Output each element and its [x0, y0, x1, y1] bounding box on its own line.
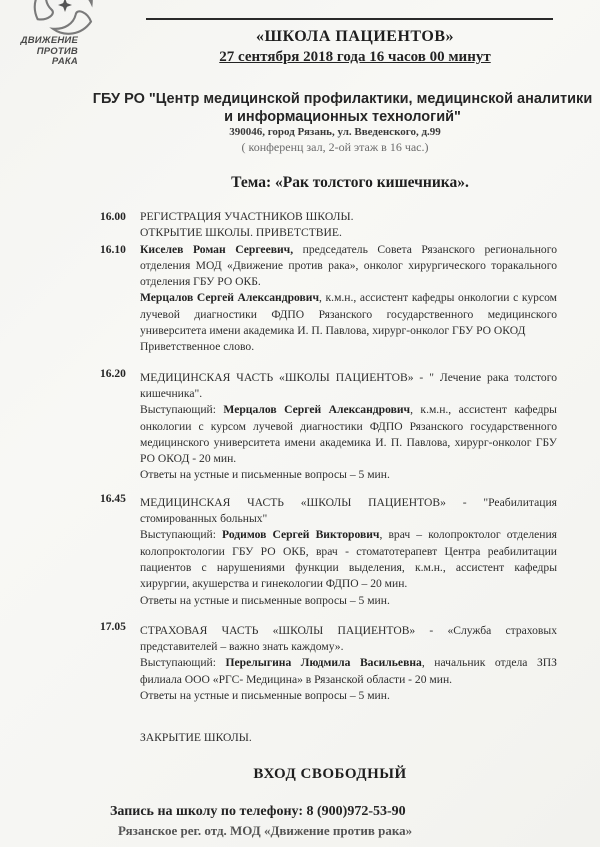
schedule-paragraph [140, 209, 557, 225]
schedule-paragraph [140, 623, 557, 656]
schedule-text: Ответы на устные и письменные вопросы – 5 мин. [140, 593, 390, 607]
schedule-time: 16.20 [100, 367, 126, 380]
venue-note: ( конференц зал, 2-ой этаж в 16 час.) [241, 140, 429, 154]
schedule-paragraph [140, 467, 557, 483]
schedule-text: МЕДИЦИНСКАЯ ЧАСТЬ «ШКОЛЫ ПАЦИЕНТОВ» - " Лечение рака толстого кишечника". [140, 370, 557, 400]
schedule-time: 17.05 [100, 620, 126, 633]
schedule-paragraph [140, 225, 557, 241]
schedule-item [100, 242, 557, 356]
schedule-text: , врач – колопроктолог отделения колопроктологии ГБУ РО ОКБ, врач - стоматотерапевт Центра реабилитации пациентов с нарушениями функции выделения, к.м.н., ассистент кафедры хирургии, акушерства и гинекологии ФДПО – 20 мин. [140, 528, 557, 591]
schedule-paragraph [140, 370, 557, 403]
schedule-text: Выступающий: [140, 403, 224, 417]
schedule-text: ЗАКРЫТИЕ ШКОЛЫ. [140, 731, 252, 745]
schedule-item [100, 209, 557, 242]
schedule-text: председатель Совета Рязанского регионального отделения МОД «Движение против рака», онколог хирургического торакального отделения ГБУ РО ОКБ. [140, 242, 557, 289]
logo-text-line1: ДВИЖЕНИЕ [20, 35, 78, 46]
schedule-text: , к.м.н., ассистент кафедры онкологии с курсом лучевой диагностики ФДПО Рязанского государственного медицинского университета имени академика И. П. Павлова, хирург-онколог ГБУ РО ОКОД [140, 291, 557, 338]
schedule-item-body [140, 623, 557, 704]
schedule-paragraph [140, 730, 557, 746]
schedule-text: Приветственное слово. [140, 340, 255, 354]
schedule-paragraph [140, 495, 557, 528]
schedule-item-body [140, 495, 557, 609]
schedule-paragraph [140, 242, 557, 291]
schedule-item-body [140, 209, 557, 242]
movement-against-cancer-logo-icon [30, 0, 100, 40]
speaker-name: Мерцалов Сергей Александрович [140, 291, 320, 305]
schedule-time: 16.45 [100, 492, 126, 505]
schedule-text: Выступающий: [140, 656, 226, 670]
schedule-item [100, 367, 557, 484]
schedule-list [100, 209, 557, 747]
speaker-name: Киселев Роман Сергеевич, [140, 242, 294, 256]
schedule-paragraph [140, 527, 557, 592]
schedule-text: Ответы на устные и письменные вопросы – 5 мин. [140, 689, 390, 703]
schedule-item-body [140, 370, 557, 484]
organization-name-line2: и информационных технологий" [224, 109, 461, 125]
schedule-text: СТРАХОВАЯ ЧАСТЬ «ШКОЛЫ ПАЦИЕНТОВ» - «Служба страховых представителей – важно знать каждому». [140, 623, 557, 654]
schedule-text: Ответы на устные и письменные вопросы – 5 мин. [140, 468, 390, 482]
schedule-text: Выступающий: [140, 528, 223, 542]
organization-name-line1: ГБУ РО "Центр медицинской профилактики, медицинской аналитики [92, 91, 593, 107]
schedule-time: 16.00 [100, 211, 126, 223]
schedule-paragraph [140, 688, 557, 704]
schedule-item [100, 730, 557, 746]
schedule-text: , начальник отдела ЗПЗ филиала ООО «РГС- Медицина» в Рязанской области - 20 мин. [140, 656, 557, 686]
schedule-paragraph [140, 339, 557, 355]
schedule-text: ОТКРЫТИЕ ШКОЛЫ. ПРИВЕТСТВИЕ. [140, 226, 342, 240]
schedule-item [100, 492, 557, 609]
schedule-item-body [140, 242, 557, 356]
schedule-text: РЕГИСТРАЦИЯ УЧАСТНИКОВ ШКОЛЫ. [140, 210, 354, 223]
event-datetime: 27 сентября 2018 года 16 часов 00 минут [219, 49, 491, 65]
logo-text-line3: РАКА [51, 56, 78, 67]
schedule-paragraph [140, 402, 557, 467]
schedule-text: МЕДИЦИНСКАЯ ЧАСТЬ «ШКОЛЫ ПАЦИЕНТОВ» - "Реабилитация стомированных больных" [140, 495, 557, 526]
schedule-time: 16.10 [100, 243, 126, 256]
schedule-item [100, 620, 557, 704]
registration-phone: Запись на школу по телефону: 8 (900)972-53-90 [110, 804, 406, 819]
speaker-name: Родимов Сергей Викторович [222, 528, 380, 542]
free-entry-note: ВХОД СВОБОДНЫЙ [253, 766, 407, 782]
logo-text [6, 36, 78, 68]
logo-text-line2: ПРОТИВ [36, 45, 78, 57]
logo-center-star [58, 0, 72, 12]
speaker-name: Перелыгина Людмила Васильевна [225, 656, 422, 670]
regional-branch-name: Рязанское рег. отд. МОД «Движение против рака» [118, 823, 413, 838]
document-title: «ШКОЛА ПАЦИЕНТОВ» [256, 28, 454, 45]
organization-address: 390046, город Рязань, ул. Введенского, д.99 [229, 126, 441, 138]
schedule-paragraph [140, 593, 557, 609]
schedule-text: , к.м.н., ассистент кафедры онкологии с курсом лучевой диагностики ФДПО Рязанского государственного медицинского университета имени академика И. П. Павлова, хирург-онколог ГБУ РО ОКОД - 20 мин. [140, 403, 557, 466]
event-theme: Тема: «Рак толстого кишечника». [231, 174, 469, 191]
schedule-item-body [140, 730, 557, 746]
header-rule [146, 18, 553, 20]
schedule-paragraph [140, 290, 557, 339]
speaker-name: Мерцалов Сергей Александрович [223, 403, 411, 417]
organization-name [85, 90, 600, 126]
schedule-paragraph [140, 655, 557, 688]
